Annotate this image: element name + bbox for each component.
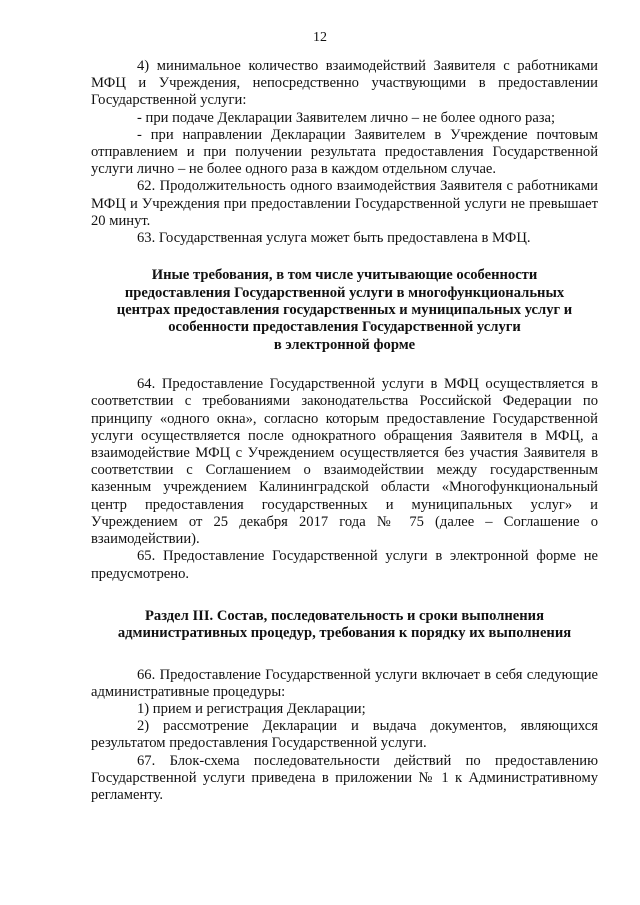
paragraph-64: 64. Предоставление Государственной услуги в МФЦ осуществляется в соответствии с требованиями законодательства Российской Федерации по принципу «одного окна», согласно которым предоставление Государственной услуги осуществляется после однократного обращения Заявителя в МФЦ, а взаимодействие МФЦ с Учреждением осуществляется без участия Заявителя в соответствии с Соглашением о взаимодействии между государственным казенным учреждением Калининградской области «Многофункциональный центр предоставления государственных и муниципальных услуг» и Учреждением от 25 декабря 2017 года № 75 (далее – Соглашение о взаимодействии). bbox=[91, 376, 598, 548]
heading-line: предоставления Государственной услуги в многофункциональных bbox=[124, 284, 565, 301]
paragraph-bullet-by-mail: - при направлении Декларации Заявителем в Учреждение почтовым отправлением и при получении результата предоставления Государственной услуги лично – не более одного раза в каждом отдельном случае. bbox=[91, 126, 598, 178]
paragraph-item-4: 4) минимальное количество взаимодействий Заявителя с работниками МФЦ и Учреждения, непосредственно участвующими в предоставлении Государственной услуги: bbox=[91, 58, 598, 109]
paragraph-procedure-1: 1) прием и регистрация Декларации; bbox=[137, 700, 366, 717]
heading-line: в электронной форме bbox=[273, 336, 416, 353]
paragraph-66: 66. Предоставление Государственной услуги включает в себя следующие административные процедуры: bbox=[91, 666, 598, 700]
heading-line: Раздел III. Состав, последовательность и сроки выполнения bbox=[144, 607, 544, 624]
section-heading-part-3 bbox=[91, 608, 598, 643]
heading-line: административных процедур, требования к порядку их выполнения bbox=[117, 625, 572, 642]
document-body bbox=[91, 58, 598, 804]
paragraph-bullet-in-person: - при подаче Декларации Заявителем лично – не более одного раза; bbox=[137, 109, 556, 126]
page-number: 12 bbox=[313, 30, 327, 45]
section-heading-other-requirements bbox=[91, 267, 598, 354]
heading-line: Иные требования, в том числе учитывающие особенности bbox=[151, 267, 538, 284]
heading-line: центрах предоставления государственных и муниципальных услуг и bbox=[116, 302, 573, 319]
paragraph-65: 65. Предоставление Государственной услуги в электронной форме не предусмотрено. bbox=[91, 548, 598, 582]
paragraph-63: 63. Государственная услуга может быть предоставлена в МФЦ. bbox=[137, 230, 531, 247]
paragraph-67: 67. Блок-схема последовательности действий по предоставлению Государственной услуги приведена в приложении № 1 к Административному регламенту. bbox=[91, 752, 598, 803]
heading-line: особенности предоставления Государственной услуги bbox=[168, 319, 521, 336]
paragraph-62: 62. Продолжительность одного взаимодействия Заявителя с работниками МФЦ и Учреждения при предоставлении Государственной услуги не превышает 20 минут. bbox=[91, 178, 598, 229]
paragraph-procedure-2: 2) рассмотрение Декларации и выдача документов, являющихся результатом предоставления Государственной услуги. bbox=[91, 718, 598, 752]
